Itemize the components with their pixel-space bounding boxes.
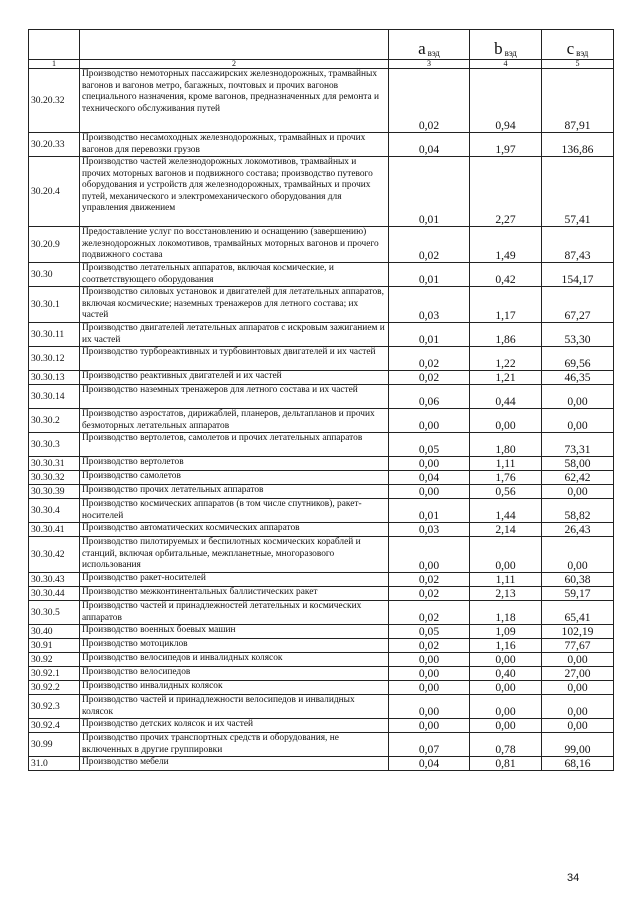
table-row — [29, 639, 614, 653]
row-value-b: 1,18 — [470, 601, 542, 625]
row-value-b: 2,13 — [470, 587, 542, 601]
table-row — [29, 471, 614, 485]
row-value-b: 0,94 — [470, 69, 542, 133]
row-value-b: 0,40 — [470, 667, 542, 681]
row-code: 30.20.9 — [29, 227, 80, 263]
row-code: 30.30.39 — [29, 485, 80, 499]
row-value-a: 0,05 — [389, 625, 470, 639]
header-a — [389, 30, 470, 60]
row-value-a: 0,02 — [389, 601, 470, 625]
header-c-letter: c — [566, 39, 575, 58]
row-value-c: 59,17 — [542, 587, 614, 601]
row-value-a: 0,00 — [389, 667, 470, 681]
row-value-c: 62,42 — [542, 471, 614, 485]
row-value-c: 27,00 — [542, 667, 614, 681]
row-value-b: 1,86 — [470, 323, 542, 347]
header-row — [29, 30, 614, 60]
row-code: 30.30.32 — [29, 471, 80, 485]
header-b — [470, 30, 542, 60]
table-row — [29, 323, 614, 347]
table-row — [29, 573, 614, 587]
table-row — [29, 695, 614, 719]
row-value-b: 0,00 — [470, 719, 542, 733]
row-code: 30.20.32 — [29, 69, 80, 133]
row-code: 30.30.11 — [29, 323, 80, 347]
row-value-a: 0,02 — [389, 227, 470, 263]
row-value-c: 0,00 — [542, 385, 614, 409]
row-value-a: 0,00 — [389, 681, 470, 695]
row-value-b: 2,14 — [470, 523, 542, 537]
row-value-a: 0,06 — [389, 385, 470, 409]
row-value-a: 0,02 — [389, 371, 470, 385]
table-row — [29, 719, 614, 733]
row-name: Производство велосипедов — [80, 667, 389, 681]
row-name: Производство реактивных двигателей и их частей — [80, 371, 389, 385]
row-value-a: 0,02 — [389, 347, 470, 371]
row-value-c: 69,56 — [542, 347, 614, 371]
column-number: 3 — [389, 60, 470, 69]
table-row — [29, 523, 614, 537]
row-name: Производство военных боевых машин — [80, 625, 389, 639]
table-row — [29, 485, 614, 499]
row-value-c: 0,00 — [542, 719, 614, 733]
row-name: Производство силовых установок и двигателей для летательных аппаратов, включая космические; наземных тренажеров для летного состава; их частей — [80, 287, 389, 323]
row-name: Производство турбореактивных и турбовинтовых двигателей и их частей — [80, 347, 389, 371]
header-a-letter: a — [418, 39, 426, 58]
row-name: Производство наземных тренажеров для летного состава и их частей — [80, 385, 389, 409]
row-value-b: 1,11 — [470, 457, 542, 471]
row-value-b: 1,17 — [470, 287, 542, 323]
row-value-a: 0,00 — [389, 653, 470, 667]
header-code — [29, 30, 80, 60]
table-row — [29, 157, 614, 227]
row-code: 30.30 — [29, 263, 80, 287]
row-code: 31.0 — [29, 757, 80, 771]
row-value-b: 1,11 — [470, 573, 542, 587]
row-value-a: 0,04 — [389, 471, 470, 485]
row-name: Производство немоторных пассажирских железнодорожных, трамвайных вагонов и вагонов метро, багажных, почтовых и прочих вагонов специального назначения, кроме вагонов, предназначенных для ремонта и технического обслуживания путей — [80, 69, 389, 133]
row-value-a: 0,00 — [389, 409, 470, 433]
row-value-a: 0,03 — [389, 523, 470, 537]
row-value-b: 0,44 — [470, 385, 542, 409]
row-value-c: 87,91 — [542, 69, 614, 133]
row-name: Производство мебели — [80, 757, 389, 771]
row-name: Производство межконтинентальных баллистических ракет — [80, 587, 389, 601]
row-name: Производство прочих летательных аппаратов — [80, 485, 389, 499]
row-value-b: 0,00 — [470, 537, 542, 573]
row-value-c: 0,00 — [542, 653, 614, 667]
row-value-a: 0,02 — [389, 69, 470, 133]
table-row — [29, 263, 614, 287]
table-row — [29, 347, 614, 371]
row-code: 30.40 — [29, 625, 80, 639]
row-value-a: 0,01 — [389, 263, 470, 287]
header-b-sub: вэд — [504, 48, 517, 58]
row-value-c: 67,27 — [542, 287, 614, 323]
table-row — [29, 409, 614, 433]
row-code: 30.20.33 — [29, 133, 80, 157]
row-value-c: 102,19 — [542, 625, 614, 639]
row-name: Производство ракет-носителей — [80, 573, 389, 587]
row-value-b: 1,80 — [470, 433, 542, 457]
row-name: Производство автоматических космических аппаратов — [80, 523, 389, 537]
row-code: 30.92.4 — [29, 719, 80, 733]
row-value-c: 154,17 — [542, 263, 614, 287]
row-value-c: 57,41 — [542, 157, 614, 227]
row-name: Производство велосипедов и инвалидных колясок — [80, 653, 389, 667]
row-value-c: 0,00 — [542, 695, 614, 719]
table-row — [29, 69, 614, 133]
column-number: 4 — [470, 60, 542, 69]
row-code: 30.30.12 — [29, 347, 80, 371]
row-value-b: 2,27 — [470, 157, 542, 227]
row-name: Производство вертолетов — [80, 457, 389, 471]
row-value-c: 87,43 — [542, 227, 614, 263]
row-name: Предоставление услуг по восстановлению и оснащению (завершению) железнодорожных локомотивов, трамвайных моторных вагонов и прочего подвижного состава — [80, 227, 389, 263]
column-number: 1 — [29, 60, 80, 69]
row-name: Производство аэростатов, дирижаблей, планеров, дельтапланов и прочих безмоторных летательных аппаратов — [80, 409, 389, 433]
table-row — [29, 681, 614, 695]
row-name: Производство вертолетов, самолетов и прочих летательных аппаратов — [80, 433, 389, 457]
row-value-a: 0,00 — [389, 485, 470, 499]
row-value-b: 0,42 — [470, 263, 542, 287]
row-code: 30.92.2 — [29, 681, 80, 695]
table-row — [29, 537, 614, 573]
column-number-row — [29, 60, 614, 69]
row-code: 30.30.41 — [29, 523, 80, 537]
row-value-a: 0,00 — [389, 537, 470, 573]
row-value-b: 0,78 — [470, 733, 542, 757]
row-value-b: 1,76 — [470, 471, 542, 485]
row-name: Производство детских колясок и их частей — [80, 719, 389, 733]
row-code: 30.30.44 — [29, 587, 80, 601]
row-value-b: 1,22 — [470, 347, 542, 371]
row-code: 30.30.43 — [29, 573, 80, 587]
row-value-c: 0,00 — [542, 537, 614, 573]
data-table — [28, 29, 614, 771]
column-number: 5 — [542, 60, 614, 69]
row-value-c: 68,16 — [542, 757, 614, 771]
table-row — [29, 287, 614, 323]
row-value-b: 0,00 — [470, 653, 542, 667]
header-c — [542, 30, 614, 60]
table-row — [29, 133, 614, 157]
table-row — [29, 653, 614, 667]
row-value-b: 1,16 — [470, 639, 542, 653]
row-code: 30.30.4 — [29, 499, 80, 523]
row-code: 30.30.5 — [29, 601, 80, 625]
row-value-c: 0,00 — [542, 681, 614, 695]
row-code: 30.92.1 — [29, 667, 80, 681]
row-value-a: 0,00 — [389, 695, 470, 719]
row-value-c: 77,67 — [542, 639, 614, 653]
header-c-sub: вэд — [576, 48, 589, 58]
row-name: Производство частей и принадлежностей летательных и космических аппаратов — [80, 601, 389, 625]
row-value-c: 0,00 — [542, 485, 614, 499]
row-value-a: 0,04 — [389, 133, 470, 157]
row-value-a: 0,00 — [389, 719, 470, 733]
row-value-c: 46,35 — [542, 371, 614, 385]
row-value-a: 0,03 — [389, 287, 470, 323]
row-code: 30.30.13 — [29, 371, 80, 385]
row-name: Производство инвалидных колясок — [80, 681, 389, 695]
row-value-a: 0,02 — [389, 573, 470, 587]
row-code: 30.30.3 — [29, 433, 80, 457]
row-code: 30.30.31 — [29, 457, 80, 471]
table-row — [29, 757, 614, 771]
row-value-c: 0,00 — [542, 409, 614, 433]
row-value-a: 0,05 — [389, 433, 470, 457]
table-row — [29, 433, 614, 457]
row-value-c: 65,41 — [542, 601, 614, 625]
header-b-letter: b — [494, 39, 503, 58]
table-row — [29, 601, 614, 625]
row-value-c: 26,43 — [542, 523, 614, 537]
row-value-c: 53,30 — [542, 323, 614, 347]
header-name — [80, 30, 389, 60]
row-code: 30.30.14 — [29, 385, 80, 409]
row-name: Производство пилотируемых и беспилотных космических кораблей и станций, включая орбитальные, межпланетные, многоразового использования — [80, 537, 389, 573]
row-value-c: 136,86 — [542, 133, 614, 157]
table-row — [29, 667, 614, 681]
row-code: 30.92.3 — [29, 695, 80, 719]
row-value-b: 0,00 — [470, 409, 542, 433]
row-value-a: 0,02 — [389, 587, 470, 601]
header-a-sub: вэд — [427, 48, 440, 58]
row-value-a: 0,02 — [389, 639, 470, 653]
row-name: Производство летательных аппаратов, включая космические, и соответствующего оборудования — [80, 263, 389, 287]
table-row — [29, 227, 614, 263]
row-code: 30.30.42 — [29, 537, 80, 573]
row-name: Производство прочих транспортных средств и оборудования, не включенных в другие группировки — [80, 733, 389, 757]
row-value-a: 0,04 — [389, 757, 470, 771]
row-name: Производство частей железнодорожных локомотивов, трамвайных и прочих моторных вагонов и подвижного состава; производство путевого оборудования и устройств для железнодорожных, трамвайных и прочих путей, механического и электромеханического оборудования для управления движением — [80, 157, 389, 227]
row-code: 30.91 — [29, 639, 80, 653]
row-value-c: 58,00 — [542, 457, 614, 471]
row-name: Производство космических аппаратов (в том числе спутников), ракет-носителей — [80, 499, 389, 523]
column-number: 2 — [80, 60, 389, 69]
table-row — [29, 625, 614, 639]
row-value-a: 0,00 — [389, 457, 470, 471]
row-value-c: 99,00 — [542, 733, 614, 757]
row-name: Производство самолетов — [80, 471, 389, 485]
row-code: 30.92 — [29, 653, 80, 667]
table-row — [29, 733, 614, 757]
table-row — [29, 385, 614, 409]
table-row — [29, 371, 614, 385]
row-code: 30.30.2 — [29, 409, 80, 433]
row-value-a: 0,01 — [389, 323, 470, 347]
row-value-c: 58,82 — [542, 499, 614, 523]
row-code: 30.30.1 — [29, 287, 80, 323]
row-code: 30.20.4 — [29, 157, 80, 227]
row-value-c: 60,38 — [542, 573, 614, 587]
table-row — [29, 587, 614, 601]
row-code: 30.99 — [29, 733, 80, 757]
row-value-b: 1,97 — [470, 133, 542, 157]
row-value-a: 0,01 — [389, 499, 470, 523]
row-value-b: 1,49 — [470, 227, 542, 263]
table-row — [29, 457, 614, 471]
row-name: Производство двигателей летательных аппаратов с искровым зажиганием и их частей — [80, 323, 389, 347]
page-number: 34 — [567, 872, 580, 884]
row-value-b: 1,09 — [470, 625, 542, 639]
row-value-b: 1,44 — [470, 499, 542, 523]
row-name: Производство несамоходных железнодорожных, трамвайных и прочих вагонов для перевозки грузов — [80, 133, 389, 157]
table-row — [29, 499, 614, 523]
row-value-b: 0,56 — [470, 485, 542, 499]
row-value-c: 73,31 — [542, 433, 614, 457]
row-value-b: 0,81 — [470, 757, 542, 771]
row-value-a: 0,01 — [389, 157, 470, 227]
row-value-b: 0,00 — [470, 681, 542, 695]
row-name: Производство частей и принадлежности велосипедов и инвалидных колясок — [80, 695, 389, 719]
row-value-a: 0,07 — [389, 733, 470, 757]
row-name: Производство мотоциклов — [80, 639, 389, 653]
row-value-b: 0,00 — [470, 695, 542, 719]
row-value-b: 1,21 — [470, 371, 542, 385]
